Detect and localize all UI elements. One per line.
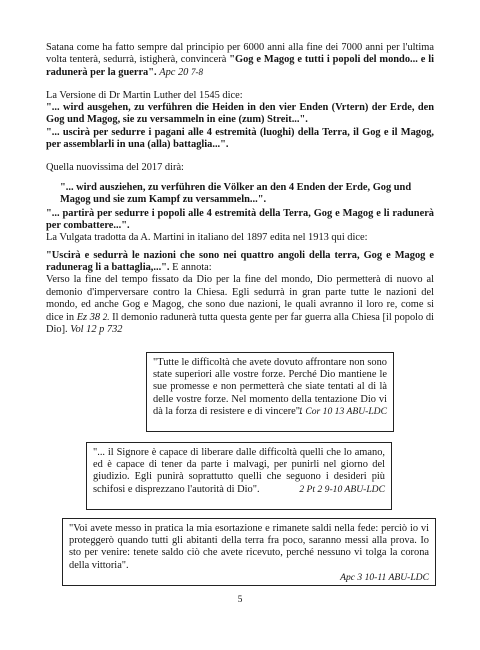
quote-box-1-ref: 1 Cor 10 13 ABU-LDC	[298, 406, 387, 418]
vulgata-heading: La Vulgata tradotta da A. Martini in italiano del 1897 edita nel 1913 qui dice:	[46, 232, 368, 243]
vulgata-ez-ref: Ez 38	[76, 312, 101, 324]
luther2017-heading: Quella nuovissima del 2017 dirà:	[46, 162, 184, 173]
vulgata-note-end: Il demonio radunerà tutta questa gente per far guerra alla Chiesa [il popolo di Dio].	[46, 312, 434, 336]
luther2017-italian-quote	[46, 208, 434, 232]
intro-text: Satana come ha fatto sempre dal principio per 6000 anni alla fine dei 7000 anni per l'ultima volta tenterà, sedurrà, istigherà, convincerà	[46, 42, 434, 66]
quote-box-2-ref: 2 Pt 2 9-10 ABU-LDC	[299, 483, 385, 495]
vulgata-quote: "Uscirà e sedurrà le nazioni che sono nei quattro angoli della terra, Gog e Magog e radunerag li a battaglia,...".	[46, 250, 434, 274]
intro-quote: "Gog e Magog e tutti i popoli del mondo... e li radunerà per la guerra".	[46, 54, 434, 79]
vulgata-annota: E annota:	[169, 262, 212, 274]
luther2017-italian-text: "... partirà per sedurre i popoli alle 4 estremità della Terra, Gog e Magog e li radunerà per combattere...".	[46, 208, 434, 232]
quote-box-1-text: "Tutte le difficoltà che avete dovuto affrontare non sono state superiori alle vostre forze. Perché Dio mantiene le sue promesse e non permetterà che siate tentati al di là delle vostre forze. Nel momento della tentazione Dio vi dà la forza di resistere e di vincere".	[153, 357, 387, 417]
luther-italian-quote: "... uscirà per sedurre i pagani alle 4 estremità (luoghi) della Terra, il Gog e il Magog, per assemblarli in una (alla) battaglia...".	[46, 126, 434, 150]
intro-paragraph	[46, 42, 434, 80]
luther2017-german-text: "... wird ausziehen, zu verführen die Völker an den 4 Enden der Erde, Gog und Magog und sie zum Kampf zu versammeln...".	[60, 182, 412, 206]
quote-box-3	[62, 518, 436, 586]
luther-heading: La Versione di Dr Martin Luther del 1545 dice:	[46, 90, 243, 101]
quote-box-3-text: "Voi avete messo in pratica la mia esortazione e rimanete saldi nella fede: perciò io vi proteggerò quando tutti gli abitanti della terra fra poco, saranno messi alla prova. Io sto per venire: tenete saldo ciò che avete ricevuto, perché nessuno vi tolga la corona della vittoria".	[69, 523, 429, 571]
page-number: 5	[237, 594, 243, 605]
vulgata-note-ref: Vol 12 p 732	[70, 324, 123, 336]
quote-box-1	[146, 352, 394, 432]
luther-section	[46, 90, 434, 151]
luther-german-quote: "... wird ausgehen, zu verführen die Heiden in den vier Enden (Vrtern) der Erde, den Gog und Magog, sie zu versammeln in eine (zum) Streit...".	[46, 102, 434, 126]
intro-ref: Apc 20	[159, 67, 189, 79]
quote-box-2	[86, 442, 392, 510]
luther2017-german-quote	[60, 182, 434, 206]
vulgata-note: Verso la fine del tempo fissato da Dio per la fine del mondo, Dio permetterà di nuovo al demonio d'imperversare contro la Chiesa. Egli sedurrà in gran parte tutte le nazioni del mondo, ed anche Gog e Magog, che sono due nazioni, le quali avranno il loro re, come si dice in	[46, 274, 434, 324]
intro-ref-verse: 7-8	[191, 67, 203, 78]
vulgata-section	[46, 250, 434, 336]
vulgata-ez-verse: 2.	[102, 312, 110, 323]
quote-box-3-ref: Apc 3 10-11 ABU-LDC	[340, 571, 429, 583]
quote-box-2-text: "... il Signore è capace di liberare dalle difficoltà quelli che lo amano, ed è capace di tener da parte i malvagi, per punirli nel giorno del giudizio. Egli punirà soprattutto quelli che seguono i desideri più schifosi e disprezzano l'autorità di Dio".	[93, 447, 385, 495]
